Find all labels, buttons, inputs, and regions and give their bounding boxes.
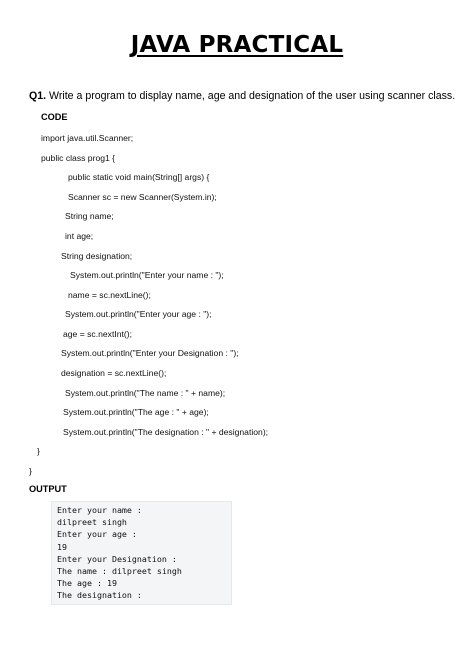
code-line: designation = sc.nextLine(); [61,368,167,378]
code-line: System.out.println("The name : " + name); [65,388,226,398]
code-line: Scanner sc = new Scanner(System.in); [68,192,217,202]
code-line: System.out.println("The designation : " + designation); [63,427,269,437]
output-line: dilpreet singh [57,517,127,527]
code-label: CODE [41,112,68,122]
code-line: name = sc.nextLine(); [68,290,151,300]
code-line: String designation; [61,251,133,261]
output-line: Enter your name : [57,505,142,515]
question-text: Write a program to display name, age and designation of the user using scanner class. [46,90,456,102]
output-line: Enter your Designation : [57,554,177,564]
output-line: The designation : [57,590,142,600]
output-line: 19 [57,542,67,552]
page-title: JAVA PRACTICAL [130,32,344,58]
output-line: The age : 19 [57,578,117,588]
output-line: Enter your age : [57,529,137,539]
code-line: System.out.println("The age : " + age); [63,407,209,417]
code-line: public static void main(String[] args) { [68,172,210,182]
code-line: } [37,446,40,456]
output-console [51,501,232,605]
code-line: System.out.println("Enter your name : "); [70,270,224,280]
code-line: age = sc.nextInt(); [63,329,133,339]
output-line: The name : dilpreet singh [57,566,182,576]
code-line: } [29,466,32,476]
code-line: import java.util.Scanner; [41,133,134,143]
code-line: String name; [65,211,114,221]
code-line: System.out.println("Enter your age : "); [65,309,212,319]
code-line: int age; [65,231,94,241]
code-line: System.out.println("Enter your Designation : "); [61,348,239,358]
output-label: OUTPUT [29,484,67,494]
code-line: public class prog1 { [41,153,116,163]
question-number: Q1. [29,90,47,102]
question-1 [29,90,455,102]
